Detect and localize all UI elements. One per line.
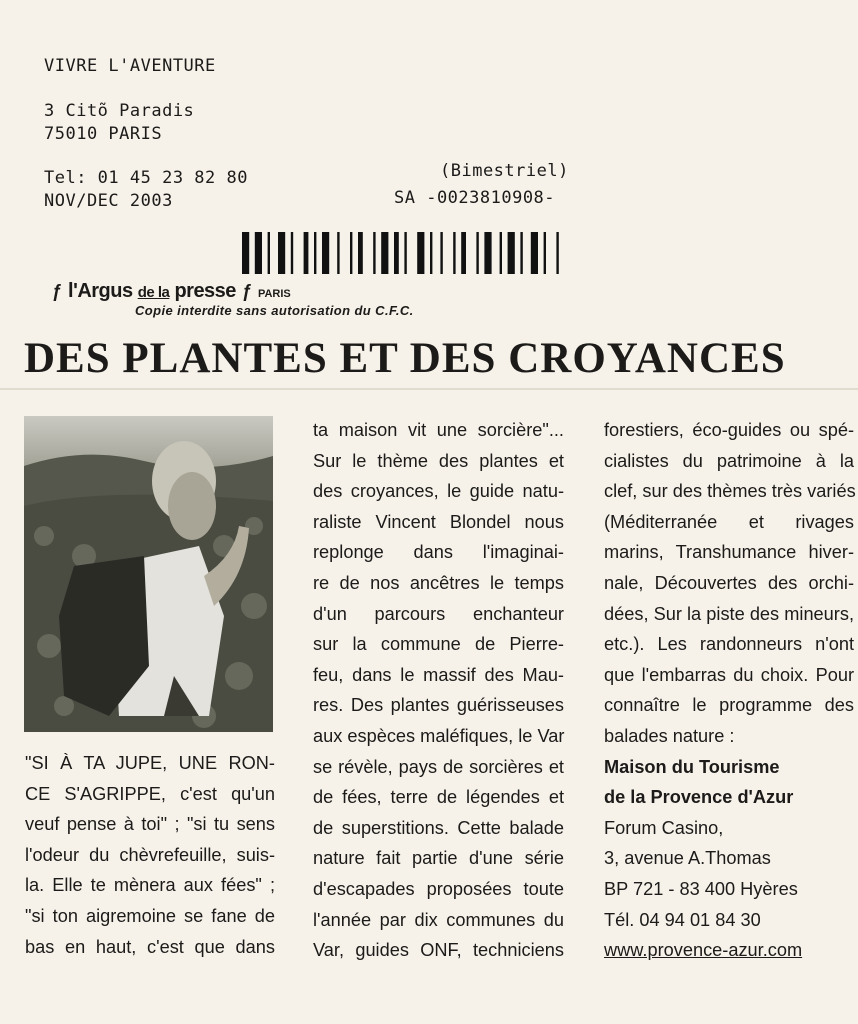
contact-website-link[interactable]: www.provence-azur.com	[604, 940, 803, 961]
column-3-line: clef, sur des thèmes très variés	[604, 481, 856, 502]
barcode-bar	[430, 232, 432, 274]
barcode-bar	[255, 232, 262, 274]
column-2-line: feu, dans le massif des Mau-	[313, 664, 564, 685]
column-1-line: veuf pense à toi" ; "si tu sens	[25, 814, 275, 835]
column-2-line: nature fait partie d'une série	[313, 848, 564, 869]
contact-street-2: 3, avenue A.Thomas	[604, 848, 771, 869]
column-2-line: Var, guides ONF, techniciens	[313, 940, 564, 961]
column-2-line: res. Des plantes guérisseuses	[313, 695, 564, 716]
column-3-line: marins, Transhumance hiver-	[604, 542, 854, 563]
copyright-notice: Copie interdite sans autorisation du C.F.C.	[135, 303, 414, 318]
column-3-line: dées, Sur la piste des mineurs,	[604, 603, 854, 624]
publication-name: VIVRE L'AVENTURE	[44, 56, 216, 76]
argus-mark-icon-right: ƒ	[241, 281, 252, 301]
barcode	[242, 232, 570, 274]
barcode-bar	[268, 232, 270, 274]
barcode-bar	[278, 232, 285, 274]
column-2-line: replonge dans l'imaginai-	[313, 542, 564, 563]
barcode-bar	[417, 232, 424, 274]
barcode-bar	[291, 232, 293, 274]
contact-street-1: Forum Casino,	[604, 817, 724, 838]
argus-logo	[52, 280, 291, 303]
issue-date: NOV/DEC 2003	[44, 191, 173, 211]
divider	[0, 388, 858, 390]
column-2-line: raliste Vincent Blondel nous	[313, 511, 564, 532]
column-3-line: forestiers, éco-guides ou spé-	[604, 420, 854, 440]
column-2-line: des croyances, le guide natu-	[313, 481, 564, 502]
column-2-line: sur la commune de Pierre-	[313, 634, 564, 655]
telephone: Tel: 01 45 23 82 80	[44, 168, 248, 188]
article-headline: DES PLANTES ET DES CROYANCES	[24, 335, 786, 382]
column-3-line: nale, Découvertes des orchi-	[604, 572, 854, 593]
barcode-bar	[337, 232, 339, 274]
barcode-bar	[373, 232, 375, 274]
column-1-line: "SI À TA JUPE, UNE RON-	[25, 753, 275, 773]
reference-number: SA -0023810908-	[394, 188, 556, 208]
barcode-bar	[358, 232, 363, 274]
column-2-line: d'un parcours enchanteur	[313, 603, 564, 624]
column-3-line: que l'embarras du choix. Pour	[604, 664, 854, 685]
column-2-line: de superstitions. Cette balade	[313, 817, 564, 838]
column-1-line: l'odeur du chèvrefeuille, suis-	[25, 844, 275, 865]
article-column-3	[604, 415, 854, 966]
barcode-bar	[520, 232, 522, 274]
column-2-line: l'année par dix communes du	[313, 909, 564, 930]
contact-org-line-1: Maison du Tourisme	[604, 756, 780, 777]
barcode-bar	[381, 232, 388, 274]
article-column-1	[25, 748, 275, 962]
barcode-bar	[304, 232, 309, 274]
column-2-line: de fées, terre de légendes et	[313, 787, 564, 808]
barcode-bar	[500, 232, 502, 274]
contact-phone: Tél. 04 94 01 84 30	[604, 909, 761, 930]
barcode-bar	[394, 232, 399, 274]
barcode-bar	[453, 232, 455, 274]
barcode-bar	[531, 232, 538, 274]
barcode-bar	[242, 232, 249, 274]
barcode-bar	[556, 232, 558, 274]
barcode-bar	[350, 232, 352, 274]
column-2-line: se révèle, pays de sorcières et	[313, 756, 564, 777]
column-3-line: (Méditerranée et rivages	[604, 511, 854, 532]
contact-postal: BP 721 - 83 400 Hyères	[604, 878, 798, 899]
barcode-bar	[322, 232, 329, 274]
barcode-bar	[314, 232, 316, 274]
column-2-line: ta maison vit une sorcière"...	[313, 420, 564, 440]
frequency-label: (Bimestriel)	[440, 161, 569, 181]
barcode-bar	[484, 232, 491, 274]
column-3-line: connaître le programme des	[604, 695, 854, 716]
column-2-line: aux espèces maléfiques, le Var	[313, 725, 565, 746]
argus-city: PARIS	[257, 288, 291, 300]
column-3-line: cialistes du patrimoine à la	[604, 450, 854, 471]
barcode-bar	[476, 232, 478, 274]
contact-org-line-2: de la Provence d'Azur	[604, 787, 794, 808]
barcode-bar	[544, 232, 546, 274]
address-line-2: 75010 PARIS	[44, 124, 163, 144]
argus-brand: l'Argus de la presse	[68, 280, 236, 302]
contact-block	[604, 752, 854, 966]
column-1-line: "si ton aigremoine se fane de	[25, 905, 275, 926]
column-2-line: d'escapades proposées toute	[313, 878, 564, 899]
column-1-line: la. Elle te mènera aux fées" ;	[25, 875, 275, 896]
column-3-line: balades nature :	[604, 725, 735, 746]
barcode-bar	[440, 232, 442, 274]
argus-mark-icon: ƒ	[52, 281, 63, 301]
column-3-line: etc.). Les randonneurs n'ont	[604, 634, 854, 655]
barcode-bar	[508, 232, 515, 274]
column-2-line: re de nos ancêtres le temps	[313, 572, 564, 593]
column-1-line: CE S'AGRIPPE, c'est qu'un	[25, 783, 275, 804]
column-1-line: bas en haut, c'est que dans	[25, 936, 275, 957]
address-line-1: 3 Citõ Paradis	[44, 101, 195, 121]
article-photo	[24, 416, 273, 732]
article-column-2	[313, 415, 564, 966]
column-3-body	[604, 415, 854, 752]
barcode-bar	[461, 232, 466, 274]
column-2-line: Sur le thème des plantes et	[313, 450, 564, 471]
barcode-bar	[404, 232, 406, 274]
